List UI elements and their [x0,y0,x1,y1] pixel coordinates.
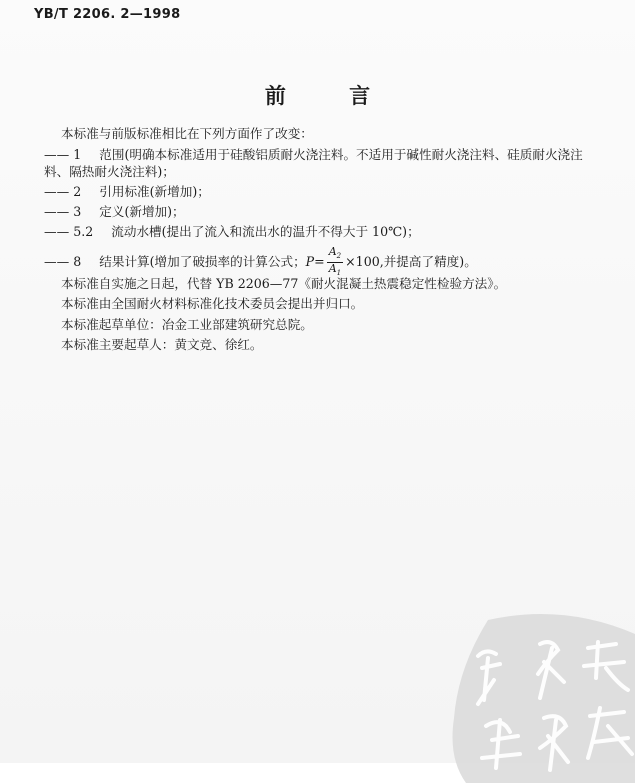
formula-denominator: $A_1$ [327,263,343,279]
item-text: 引用标准(新增加)； [99,184,210,199]
item-number: 5.2 [73,224,93,239]
seal-stamp-shape [453,614,635,783]
change-item-5-2 [44,224,420,240]
item-number: 8 [73,254,81,269]
preface-title: 前 言 [0,80,635,110]
change-item-3 [44,204,185,220]
committee-paragraph: 本标准由全国耐火材料标准化技术委员会提出并归口。 [61,296,363,312]
standard-code: YB/T 2206. 2—1998 [34,7,180,22]
formula-fraction [327,246,343,279]
intro-paragraph: 本标准与前版标准相比在下列方面作了改变： [61,126,313,142]
item-text: 结果计算(增加了破损率的计算公式； [99,254,305,269]
item-dash: —— [44,204,69,219]
item-dash: —— [44,224,69,239]
change-item-8 [44,246,477,279]
item-text-after: ×100,并提高了精度)。 [345,254,477,269]
change-item-1-continuation: 料、隔热耐火浇注料)； [44,164,175,180]
formula-numerator: $A_2$ [327,246,343,263]
change-item-1 [44,147,583,163]
seal-watermark [448,608,635,783]
item-dash: —— [44,147,69,162]
item-text: 流动水槽(提出了流入和流出水的温升不得大于 10℃)； [111,224,419,239]
item-number: 3 [73,204,81,219]
item-dash: —— [44,184,69,199]
change-item-2 [44,184,210,200]
item-dash: —— [44,254,69,269]
item-number: 1 [73,147,81,162]
drafters-paragraph: 本标准主要起草人：黄文竞、徐红。 [61,337,263,353]
drafting-unit-paragraph: 本标准起草单位：冶金工业部建筑研究总院。 [61,317,313,333]
supersedes-paragraph: 本标准自实施之日起，代替 YB 2206—77《耐火混凝土热震稳定性检验方法》。 [61,276,506,292]
item-text: 范围(明确本标准适用于硅酸铝质耐火浇注料。不适用于碱性耐火浇注料、硅质耐火浇注 [99,147,582,162]
formula-lhs: P= [306,254,325,269]
item-text: 定义(新增加)； [99,204,184,219]
item-number: 2 [73,184,81,199]
